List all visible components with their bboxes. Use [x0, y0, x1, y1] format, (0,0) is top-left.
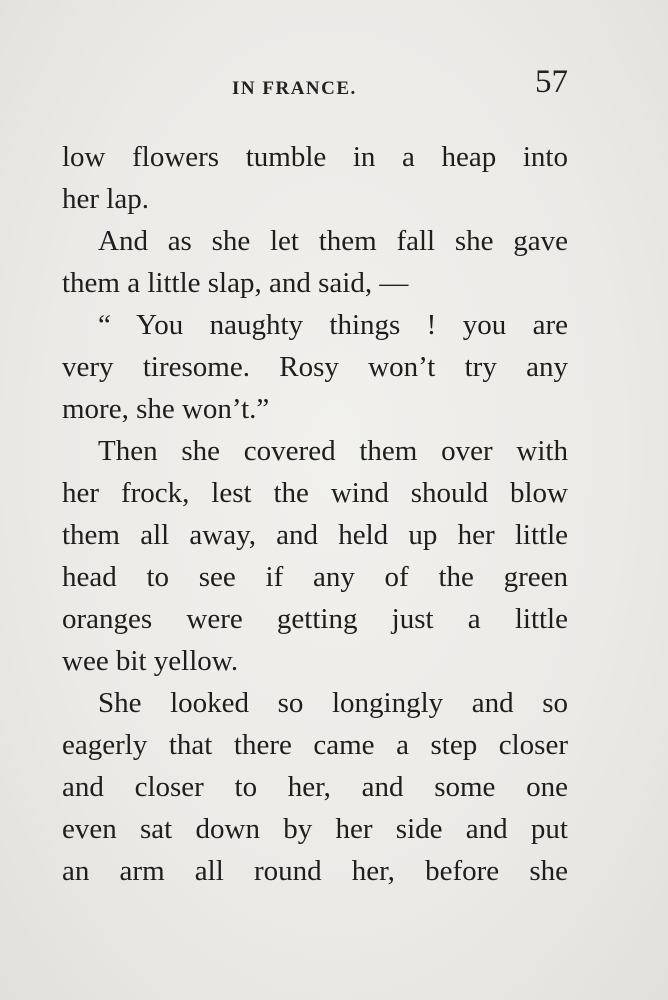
text-line-16: and closer to her, and some one — [62, 771, 568, 803]
text-line-14: She looked so longingly and so — [98, 687, 568, 719]
text-line-11: head to see if any of the green — [62, 561, 568, 593]
text-line-8: Then she covered them over with — [98, 435, 568, 467]
text-line-2: her lap. — [62, 183, 149, 215]
text-line-12: oranges were getting just a little — [62, 603, 568, 635]
page-header — [62, 64, 568, 108]
text-line-3: And as she let them fall she gave — [98, 225, 568, 257]
text-line-5: “ You naughty things ! you are — [98, 309, 568, 341]
text-line-18: an arm all round her, before she — [62, 855, 568, 887]
page-body — [62, 136, 568, 892]
running-head: IN FRANCE. — [232, 78, 357, 99]
text-line-7: more, she won’t.” — [62, 393, 270, 425]
page-number: 57 — [535, 64, 568, 100]
text-line-6: very tiresome. Rosy won’t try any — [62, 351, 568, 383]
text-line-17: even sat down by her side and put — [62, 813, 568, 845]
text-line-15: eagerly that there came a step closer — [62, 729, 568, 761]
text-line-10: them all away, and held up her little — [62, 519, 568, 551]
text-line-13: wee bit yellow. — [62, 645, 239, 677]
text-line-1: low flowers tumble in a heap into — [62, 141, 568, 173]
text-line-9: her frock, lest the wind should blow — [62, 477, 568, 509]
text-line-4: them a little slap, and said, — — [62, 267, 409, 299]
